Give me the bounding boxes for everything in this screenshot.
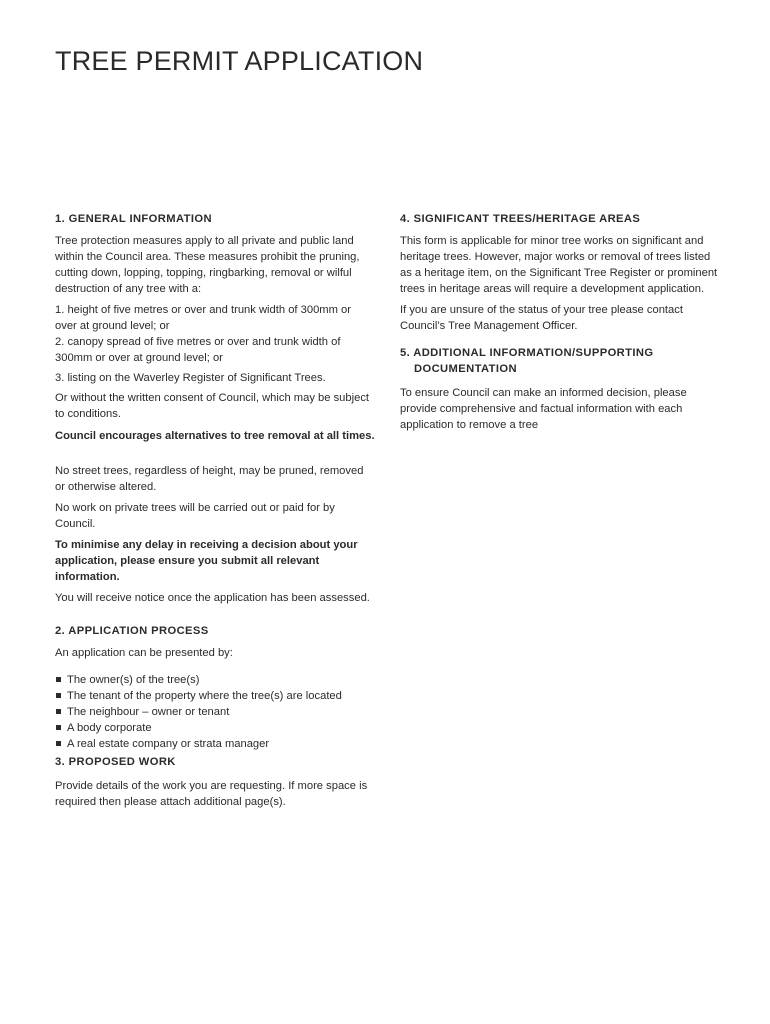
list-item: A real estate company or strata manager: [55, 736, 375, 752]
right-column: [400, 211, 720, 438]
section-significant-trees: [400, 211, 720, 334]
bold-paragraph: Council encourages alternatives to tree removal at all times.: [55, 430, 375, 442]
bullet-icon: [56, 709, 61, 714]
page-title: TREE PERMIT APPLICATION: [55, 46, 424, 76]
left-column: [55, 211, 375, 815]
paragraph: Or without the written consent of Council, which may be subject to conditions.: [55, 392, 370, 420]
paragraph: Provide details of the work you are requesting. If more space is required then please attach additional page(s).: [55, 780, 368, 808]
paragraph: To ensure Council can make an informed decision, please provide comprehensive and factual information with each application to remove a tree: [400, 387, 687, 431]
presenter-list: [55, 672, 375, 752]
bullet-icon: [56, 741, 61, 746]
bullet-icon: [56, 693, 61, 698]
bullet-icon: [56, 677, 61, 682]
section-heading: 1. GENERAL INFORMATION: [55, 213, 212, 225]
section-application-process: [55, 623, 375, 752]
bullet-icon: [56, 725, 61, 730]
list-item: A body corporate: [55, 720, 375, 736]
list-item: The tenant of the property where the tree(s) are located: [55, 688, 375, 704]
criteria-item: 1. height of five metres or over and trunk width of 300mm or over at ground level; or: [55, 304, 351, 332]
paragraph: If you are unsure of the status of your tree please contact Council’s Tree Management Officer.: [400, 304, 683, 332]
paragraph: No work on private trees will be carried out or paid for by Council.: [55, 502, 335, 530]
section-general-information: [55, 211, 375, 606]
section-proposed-work: [55, 754, 375, 810]
criteria-item: 2. canopy spread of five metres or over and trunk width of 300mm or over at ground level; or: [55, 336, 341, 364]
paragraph: Tree protection measures apply to all private and public land within the Council area. These measures prohibit the pruning, cutting down, lopping, topping, ringbarking, removal or wilful destruction of any tree with a:: [55, 235, 360, 295]
paragraph: This form is applicable for minor tree works on significant and heritage trees. However, major works or removal of trees listed as a heritage item, on the Significant Tree Register or prominent trees in heritage areas will require a development application.: [400, 235, 718, 295]
paragraph: An application can be presented by:: [55, 647, 233, 659]
section-heading: 2. APPLICATION PROCESS: [55, 625, 209, 637]
section-heading: 4. SIGNIFICANT TREES/HERITAGE AREAS: [400, 213, 641, 225]
section-additional-information: [400, 345, 720, 433]
section-heading: 5. ADDITIONAL INFORMATION/SUPPORTING DOCUMENTATION: [400, 347, 654, 375]
criteria-item: 3. listing on the Waverley Register of Significant Trees.: [55, 372, 326, 384]
criteria-list: [55, 302, 375, 386]
paragraph: You will receive notice once the application has been assessed.: [55, 592, 370, 604]
list-item: The owner(s) of the tree(s): [55, 672, 375, 688]
list-item: The neighbour – owner or tenant: [55, 704, 375, 720]
bold-paragraph: To minimise any delay in receiving a decision about your application, please ensure you submit all relevant information.: [55, 539, 358, 583]
section-heading: 3. PROPOSED WORK: [55, 756, 176, 768]
paragraph: No street trees, regardless of height, may be pruned, removed or otherwise altered.: [55, 465, 364, 493]
